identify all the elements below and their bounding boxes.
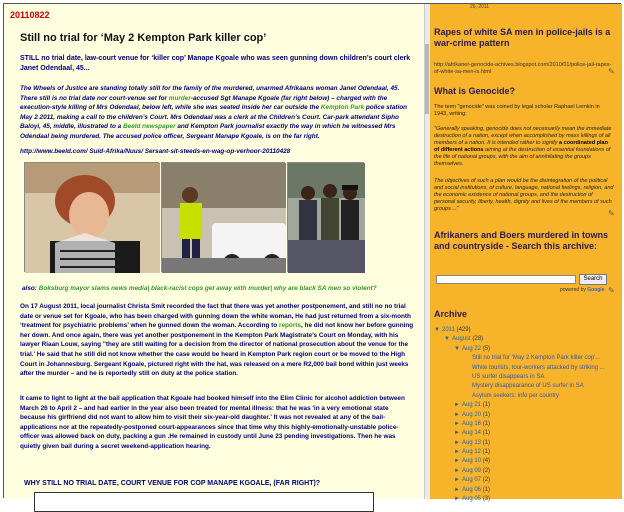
intro-text-4: and Kempton Park journalist exactly the way in which he witnessed Mrs Odendaal being murdered. The accused police officer, Sergeant Manape Kgoale, is on the far right. bbox=[20, 123, 396, 140]
archive-widget-title: Archive bbox=[434, 309, 468, 319]
section-subheading: WHY STILL NO TRIAL DATE, COURT VENUE FOR COP MANAPE KGOALE, (FAR RIGHT)? bbox=[24, 480, 321, 487]
blog-main-column bbox=[4, 4, 424, 499]
archive-day-count: (1) bbox=[482, 402, 491, 409]
archive-day-count: (1) bbox=[482, 411, 491, 418]
google-logo-text: Google bbox=[587, 287, 605, 293]
photo-victim bbox=[24, 162, 159, 272]
intro-text-1: The Wheels of Justice are standing totally still for the family of the murdered, unarmed Afrikaans woman Janet Odendaal, 45. There still is no trial date nor court-venue set for bbox=[20, 85, 400, 102]
archive-day-count: (2) bbox=[482, 477, 491, 484]
collapsed-triangle-icon[interactable]: ► bbox=[454, 411, 460, 418]
archive-day-count: (3) bbox=[482, 496, 491, 503]
blog-archive-tree bbox=[434, 326, 619, 504]
post-lead: STILL no trial date, law-court venue for ‘killer cop’ Manape Kgoale who was seen gunning down children’s court clerk Janet Odendaal, 45... bbox=[20, 55, 411, 72]
blog-sidebar bbox=[430, 4, 622, 503]
para1-text-2: , he did not know her before gunning her down. And once again, there was yet another postponement in the Kempton Park Magistrate’s Court on Monday, with his lawyer Riaan Louw, saying "they are still waiting for a decision from the director of national prosecution about the venue for the trial.' He said that he still did not know whether the case would be heard in Kempton Park region court or be moved to the High Court in Johannesburg. Sergeant Kgoale, pictured right with the hat, was released on a mere R2,000 bail bond within just weeks after the murder – and he is reportedly still on duty at the police station. bbox=[20, 322, 414, 378]
genocide-quote-bold: a coordinated plan of different actions bbox=[434, 140, 608, 153]
browser-frame bbox=[3, 3, 621, 503]
news-photo-collage bbox=[24, 162, 364, 272]
archive-day-count: (1) bbox=[482, 449, 491, 456]
rapes-widget-title[interactable]: Rapes of white SA men in police-jails is a war-crime pattern bbox=[434, 27, 611, 48]
collapsed-triangle-icon[interactable]: ► bbox=[454, 458, 460, 465]
archive-day-row[interactable] bbox=[434, 486, 619, 495]
archive-day-count: (1) bbox=[482, 439, 491, 446]
post-title[interactable]: Still no trial for ‘May 2 Kempton Park killer cop’ bbox=[20, 32, 267, 44]
accused-photo-graphic bbox=[288, 163, 365, 273]
archive-day-count: (5) bbox=[482, 345, 491, 352]
archive-day-label[interactable]: Aug 10 bbox=[462, 458, 482, 465]
genocide-widget-title: What is Genocide? bbox=[434, 86, 516, 96]
archive-day-label[interactable]: Aug 16 bbox=[462, 420, 482, 427]
archive-post-link[interactable] bbox=[434, 382, 619, 391]
archive-day-count: (1) bbox=[482, 420, 491, 427]
archive-day-label[interactable]: Aug 07 bbox=[462, 477, 482, 484]
archive-day-label[interactable]: Aug 09 bbox=[462, 467, 482, 474]
reports-link[interactable]: reports bbox=[278, 322, 301, 330]
archive-day-label[interactable]: Aug 12 bbox=[462, 449, 482, 456]
edit-pencil-icon[interactable]: ✎ bbox=[608, 286, 615, 295]
intro-text-3: police station May 2 2011, making a call to the children’s Court. Mrs Odendaal was a clerk at the Children’s Court. Car-park attendant Sipho Baloyi, 45, middle, illustrated to a bbox=[20, 104, 408, 130]
kempton-park-link[interactable]: Kempton Park bbox=[320, 104, 365, 111]
beeld-newspaper-link[interactable]: Beeld newspaper bbox=[123, 123, 176, 130]
main-scrollbar-thumb[interactable] bbox=[425, 44, 429, 114]
search-button[interactable]: Search bbox=[579, 274, 607, 285]
victim-photo-graphic bbox=[25, 163, 160, 273]
archive-day-row[interactable] bbox=[434, 401, 619, 410]
collapsed-triangle-icon[interactable]: ► bbox=[454, 420, 460, 427]
archive-post-title[interactable]: Asylum seekers: info per country bbox=[472, 392, 560, 399]
archive-post-link[interactable] bbox=[434, 392, 619, 401]
archive-post-title[interactable]: White tourists, tour-workers attacked by striking ... bbox=[472, 364, 605, 371]
archive-post-link[interactable] bbox=[434, 354, 619, 363]
archive-day-row[interactable] bbox=[434, 457, 619, 466]
archive-day-label[interactable]: Aug 20 bbox=[462, 411, 482, 418]
archive-day-row[interactable] bbox=[434, 429, 619, 438]
archive-day-count: (2) bbox=[482, 467, 491, 474]
archive-day-label[interactable]: Aug 14 bbox=[462, 430, 482, 437]
post-date: 20110822 bbox=[10, 10, 50, 20]
related-links-text[interactable]: Boksburg mayor slams news media| black-racist cops get away with murder| why are black SA men so violent? bbox=[36, 285, 377, 292]
collapsed-triangle-icon[interactable]: ► bbox=[454, 496, 460, 503]
archive-post-title[interactable]: Mystery disappearance of US surfer in SA bbox=[472, 383, 584, 390]
collapsed-triangle-icon[interactable]: ► bbox=[454, 477, 460, 484]
rapes-widget-url[interactable]: http://afrikaner-genocide-achives.blogspot.com/2010/01/police-jail-rapes-of-white-sa-men-is.html bbox=[434, 62, 612, 75]
powered-by-google bbox=[560, 287, 604, 293]
archive-month-row[interactable] bbox=[434, 335, 619, 344]
expanded-triangle-icon[interactable]: ▼ bbox=[454, 345, 460, 352]
murder-link[interactable]: murder bbox=[168, 94, 191, 102]
archive-month-count: (28) bbox=[472, 336, 484, 343]
archive-day-row-current[interactable] bbox=[434, 345, 619, 354]
photo-accused-cop bbox=[287, 162, 364, 272]
edit-pencil-icon[interactable]: ✎ bbox=[608, 209, 615, 218]
archive-year-row[interactable] bbox=[434, 326, 619, 335]
collapsed-triangle-icon[interactable]: ► bbox=[454, 486, 460, 493]
archive-post-link[interactable] bbox=[434, 364, 619, 373]
genocide-definition-intro: The term "genocide" was coined by legal scholar Raphael Lemkin in 1943, writing: bbox=[434, 104, 600, 117]
sidebar-top-date: 26, 2011 bbox=[470, 4, 490, 10]
archive-day-row[interactable] bbox=[434, 411, 619, 420]
archive-day-row[interactable] bbox=[434, 467, 619, 476]
archive-day-row[interactable] bbox=[434, 420, 619, 429]
powered-by-label: powered by bbox=[560, 287, 586, 293]
archive-post-link[interactable] bbox=[434, 373, 619, 382]
archive-day-row[interactable] bbox=[434, 495, 619, 504]
genocide-objectives-text: The objectives of such a plan would be the disintegration of the political and social institutions, of culture, language, national feelings, religion, and the economic existence of national groups, and the destruction of personal security, liberty, health, dignity and lives of the members of such groups ..." bbox=[434, 178, 614, 212]
archive-day-row[interactable] bbox=[434, 439, 619, 448]
archive-day-label[interactable]: Aug 13 bbox=[462, 439, 482, 446]
archive-day-label[interactable]: Aug 22 bbox=[462, 345, 482, 352]
archive-post-title[interactable]: US surfer disappears in SA bbox=[472, 373, 545, 380]
archive-year-count: (429) bbox=[456, 327, 471, 333]
genocide-quote-text-2: aiming at the destruction of essential foundations of the life of national groups, with the aim of annihilating the groups themselves. bbox=[434, 147, 611, 167]
genocide-objectives bbox=[434, 178, 614, 213]
witness-photo-graphic bbox=[162, 163, 286, 273]
para1-text-1: On 17 August 2011, local journalist Christa Smit recorded the fact that there was yet another postponement, and still no no trial date or venue set for Kgoale, who has been charged with gunning down the white woman, He had just returned from a six-month ‘treatment for psychiatric problems’ when he gunned down the woman. According to bbox=[20, 303, 411, 330]
expanded-triangle-icon[interactable]: ▼ bbox=[434, 327, 440, 333]
archive-day-count: (4) bbox=[482, 458, 491, 465]
archive-day-count: (1) bbox=[482, 430, 491, 437]
archive-year-label[interactable]: 2011 bbox=[442, 327, 455, 333]
photo-witness bbox=[161, 162, 285, 272]
embedded-box bbox=[34, 492, 374, 512]
search-widget-title: Afrikaners and Boers murdered in towns and countryside - Search this archive: bbox=[434, 230, 609, 251]
edit-pencil-icon[interactable]: ✎ bbox=[608, 67, 615, 76]
archive-post-title[interactable]: Still no trial for 'May 2 Kempton Park killer cop'... bbox=[472, 355, 601, 362]
source-url[interactable]: http://www.beeld.com/ Suid-Afrika/Nuus/ Sersant-sit-steeds-en-wag-op-verhoor-20110428 bbox=[20, 148, 291, 155]
collapsed-triangle-icon[interactable]: ► bbox=[454, 467, 460, 474]
collapsed-triangle-icon[interactable]: ► bbox=[454, 402, 460, 409]
related-links bbox=[22, 285, 417, 292]
archive-day-label[interactable]: Aug 06 bbox=[462, 486, 482, 493]
archive-month-label[interactable]: August bbox=[452, 336, 471, 343]
also-label: also: bbox=[22, 285, 37, 292]
archive-search-input[interactable] bbox=[436, 275, 576, 284]
archive-day-label[interactable]: Aug 05 bbox=[462, 496, 482, 503]
intro-text-2: -accused Sgt Manape Kgoale (far right below) – charged with the execution-style killing of Mrs Odendaal, below left, while she was seated inside her car outside the bbox=[20, 94, 388, 111]
collapsed-triangle-icon[interactable]: ► bbox=[454, 439, 460, 446]
archive-day-row[interactable] bbox=[434, 448, 619, 457]
collapsed-triangle-icon[interactable]: ► bbox=[454, 430, 460, 437]
archive-day-count: (1) bbox=[482, 486, 491, 493]
genocide-quote-text-1: "Generally speaking, genocide does not necessarily mean the immediate destruction of a nation, except when accomplished by mass killings of all members of a nation. It is intended rather to signify bbox=[434, 126, 612, 146]
archive-day-label[interactable]: Aug 21 bbox=[462, 402, 482, 409]
archive-day-row[interactable] bbox=[434, 476, 619, 485]
genocide-quote bbox=[434, 126, 614, 168]
collapsed-triangle-icon[interactable]: ► bbox=[454, 449, 460, 456]
article-paragraph-2: It came to light to light at the bail application that Kgoale had booked himself into the Elim Clinic for alcohol addiction between March 26 to April 2 – and had earlier in the year also been treated for mental illness: that he was 'in a very emotional state because his girlfriend did not want to allow him to visit their six-year-old daughter.' It was not revealed at any of the bail-applications nor at the repeatedly-postponed court-appearances since that time why this highly-emotionally-unstable police-officer was allowed back on duty, packing a gun .He remained in custody until June 23 pending investigations. Then he was quietly given bail during a secret weekend-application hearing. bbox=[20, 395, 405, 450]
post-intro-italic bbox=[20, 84, 415, 141]
article-paragraph-1 bbox=[20, 302, 415, 379]
expanded-triangle-icon[interactable]: ▼ bbox=[444, 336, 450, 343]
